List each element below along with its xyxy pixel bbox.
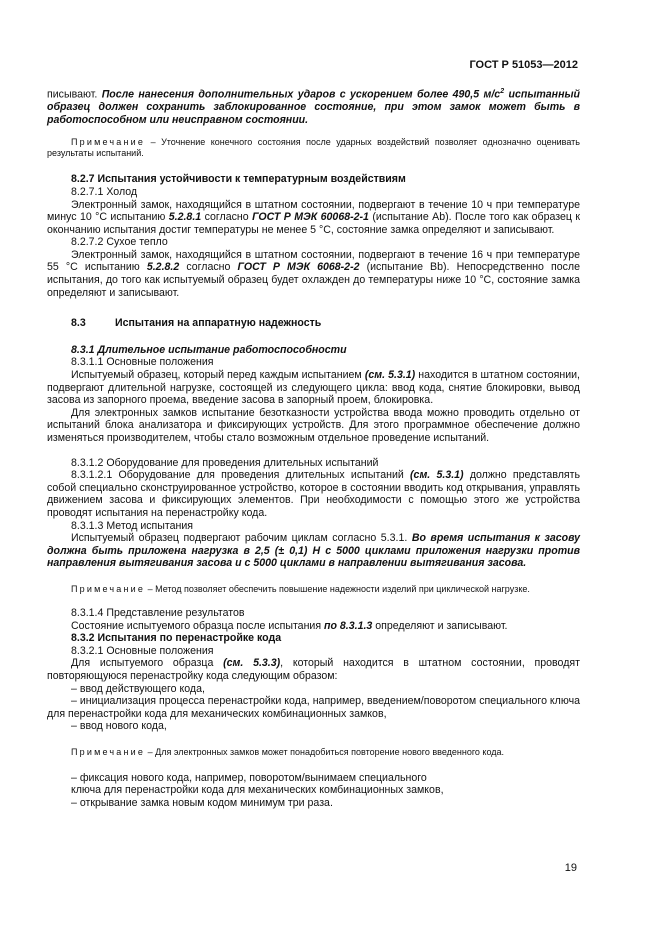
list-item: – фиксация нового кода, например, поворотом/вынимаем специального <box>71 771 427 784</box>
text: Электронный замок, находящийся в штатном состоянии, подвергают в течение 16 ч при температуре 55 °С испытанию <box>47 248 580 274</box>
text: должно представлять собой специально сконструированное устройство, которое в состоянии вводить код открывания, управлять движением засова и фиксирующих элементов. При необходимости с помощью этого же устройства проводят испытания на перенастройку кода. <box>47 469 580 519</box>
note-label: Примечание <box>71 583 146 594</box>
list-item: – открывание замка новым кодом минимум три раза. <box>71 797 333 810</box>
note-label: Примечание <box>71 137 146 148</box>
text: согласно <box>179 261 238 274</box>
text: , который находится в штатном состоянии, проводят повторяющуюся перенастройку кода следующим образом: <box>47 657 580 682</box>
section-title: Испытания на аппаратную надежность <box>115 317 322 330</box>
emphasis: испытанный образец должен сохранить заблокированное состояние, при этом замок может быть в работоспособном или неисправном состоянии. <box>47 88 580 126</box>
text: Испытуемый образец подвергают рабочим циклам согласно 5.3.1. <box>71 532 412 545</box>
note-text: – Для электронных замков может понадобиться повторение нового введенного кода. <box>145 746 505 757</box>
note-electronic <box>47 747 580 758</box>
note-text: – Уточнение конечного состояния после ударных воздействий позволяет однозначно оценивать результаты испытаний. <box>47 137 580 159</box>
emphasis: 5.2.8.2 <box>146 261 180 274</box>
subsection-head-dry-heat: 8.2.7.2 Сухое тепло <box>71 236 168 249</box>
subsection-head-8-3-1-3: 8.3.1.3 Метод испытания <box>71 519 194 532</box>
paragraph-electronic-locks: Для электронных замков испытание безотказности устройства ввода можно проводить отдельно от испытаний блока анализатора и фиксирующих устройств. Для этого программное обеспечение должно изменяться производителем, чтобы стало возможным отдельное проведение испытаний. <box>47 406 580 444</box>
list-item: ключа для перенастройки кода для механических комбинационных замков, <box>71 784 444 797</box>
paragraph-test-method <box>47 532 580 570</box>
paragraph-equipment <box>47 469 580 519</box>
emphasis: ГОСТ Р МЭК 6068-2-2 <box>237 261 360 274</box>
emphasis: Во время испытания к засову должна быть приложена нагрузка в 2,5 (± 0,1) Н с 5000 циклами приложения нагрузки против направления вытягивания засова и с 5000 циклами в направлении вытягивания засова. <box>47 532 580 570</box>
text: находится в штатном состоянии, подвергают длительной нагрузке, состоящей из следующего цикла: ввод кода, снятие блокировки, вывод засова из запорного проема, введение засова в запорный проем, блокировка. <box>47 369 581 407</box>
emphasis: ГОСТ Р МЭК 60068-2-1 <box>252 211 369 224</box>
text: писывают. <box>47 88 102 101</box>
section-title-8-3-2: 8.3.2 Испытания по перенастройке кода <box>71 632 282 645</box>
superscript: 2 <box>500 88 505 95</box>
subsection-head-8-3-1-4: 8.3.1.4 Представление результатов <box>71 606 245 619</box>
paragraph-cold <box>47 199 580 237</box>
section-title-8-3-1: 8.3.1 Длительное испытание работоспособности <box>71 343 347 356</box>
emphasis: по 8.3.1.3 <box>324 619 373 632</box>
text: Для испытуемого образца <box>71 657 224 670</box>
subsection-head-8-3-1-2: 8.3.1.2 Оборудование для проведения длительных испытаний <box>71 456 379 469</box>
note-text: – Метод позволяет обеспечить повышение надежности изделий при циклической нагрузке. <box>145 583 530 594</box>
subsection-head-cold: 8.2.7.1 Холод <box>71 185 138 198</box>
paragraph-impact-result <box>47 86 580 126</box>
section-number: 8.3 <box>71 317 86 330</box>
text: Состояние испытуемого образца после испытания <box>71 619 325 632</box>
emphasis: (см. 5.3.1) <box>364 369 416 382</box>
document-id: ГОСТ Р 51053—2012 <box>469 59 578 71</box>
text: 8.3.1.2.1 Оборудование для проведения длительных испытаний <box>71 469 411 482</box>
text: согласно <box>201 211 253 224</box>
emphasis: (см. 5.3.3) <box>223 657 281 670</box>
paragraph-long-test <box>47 369 580 407</box>
page-number: 19 <box>564 862 577 874</box>
text: определяют и записывают. <box>372 619 508 632</box>
emphasis: 5.2.8.1 <box>168 211 202 224</box>
paragraph-dry-heat <box>47 249 580 299</box>
list-item: – инициализация процесса перенастройки кода, например, введением/поворотом специального ключа для перенастройки кода для механических комбинационных замков, <box>47 695 580 720</box>
text: Испытуемый образец, который перед каждым испытанием <box>71 369 365 382</box>
paragraph-recode <box>47 657 580 682</box>
emphasis: После нанесения дополнительных ударов с ускорением более 490,5 м/с <box>101 88 501 101</box>
subsection-head-8-3-2-1: 8.3.2.1 Основные положения <box>71 644 214 657</box>
list-item: – ввод нового кода, <box>71 720 167 733</box>
note-label: Примечание <box>71 746 146 757</box>
list-item: – ввод действующего кода, <box>71 682 205 695</box>
subsection-head-8-3-1-1: 8.3.1.1 Основные положения <box>71 356 214 369</box>
note-method <box>47 584 580 595</box>
page-body <box>47 86 580 810</box>
text: Электронный замок, находящийся в штатном состоянии, подвергают в течение 10 ч при температуре минус 10 °С испытанию <box>47 198 580 224</box>
section-title-8-2-7: 8.2.7 Испытания устойчивости к температурным воздействиям <box>71 173 406 186</box>
emphasis: (см. 5.3.1) <box>410 469 464 482</box>
paragraph-results <box>47 620 580 633</box>
text: (испытание Ab). После того как образец к окончанию испытания достиг температуры не менее 5 °С, состояние замка определяют и записывают. <box>47 211 581 236</box>
text: (испытание Bb). Непосредственно после испытания, до того как испытуемый образец будет охлажден до температуры ниже 10 °С, состояние замка определяют и записывают. <box>47 261 581 299</box>
section-title-8-3 <box>47 317 580 330</box>
note-impact <box>47 137 580 159</box>
